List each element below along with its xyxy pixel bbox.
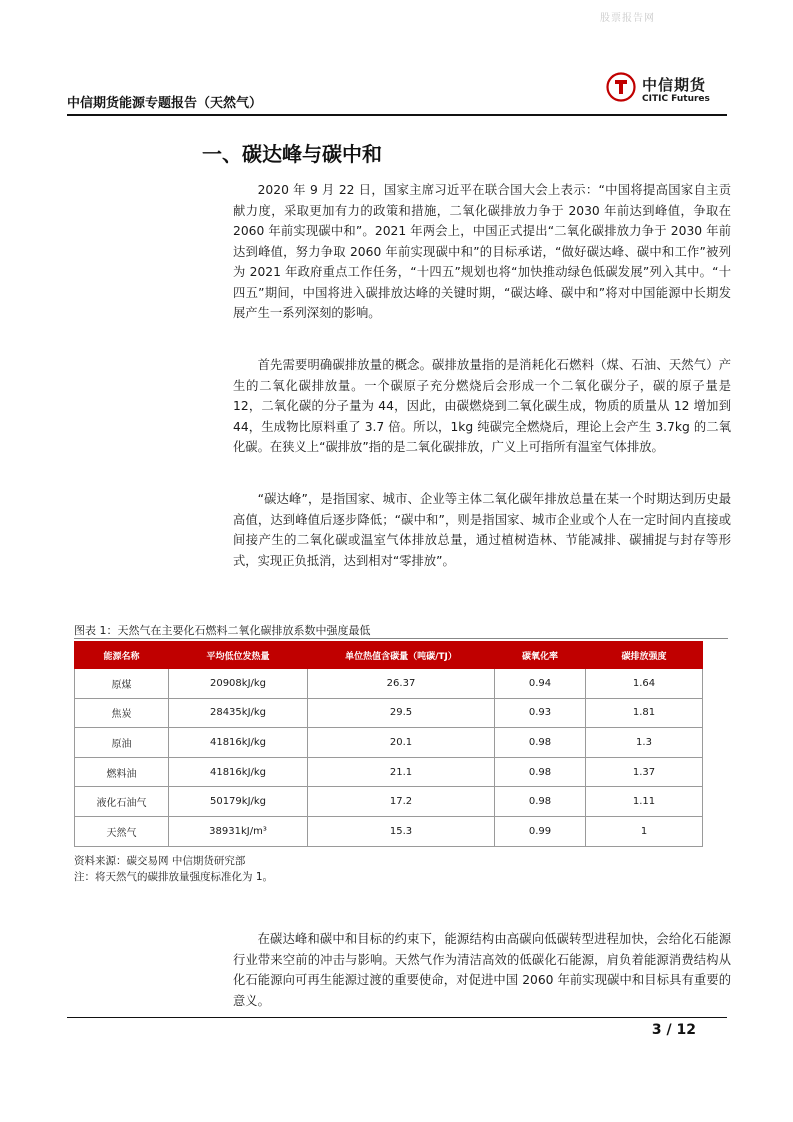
- table-row: [75, 698, 703, 728]
- figure-caption-rule: [74, 638, 728, 639]
- figure-source: 资料来源：碳交易网 中信期货研究部: [74, 855, 246, 867]
- emission-intensity-cell: 1.37: [586, 757, 703, 787]
- citic-logo-icon: [606, 72, 636, 102]
- oxidation-rate-cell: 0.98: [495, 757, 586, 787]
- citic-futures-logo: [606, 72, 726, 112]
- header-divider: [67, 114, 727, 116]
- carbon-content-cell: 21.1: [308, 757, 495, 787]
- table-row: [75, 787, 703, 817]
- heating-value-cell: 38931kJ/m³: [169, 816, 308, 846]
- oxidation-rate-cell: 0.93: [495, 698, 586, 728]
- emission-intensity-cell: 1.11: [586, 787, 703, 817]
- emission-factor-table: [74, 641, 703, 847]
- figure-note: 注：将天然气的碳排放量强度标准化为 1。: [74, 871, 274, 883]
- carbon-content-cell: 26.37: [308, 669, 495, 699]
- table-header-row: [75, 642, 703, 669]
- page-number: 3 / 12: [651, 1022, 696, 1038]
- column-header: 单位热值含碳量（吨碳/TJ）: [308, 642, 495, 669]
- watermark-text: 股票报告网: [600, 13, 655, 24]
- column-header: 平均低位发热量: [169, 642, 308, 669]
- heating-value-cell: 20908kJ/kg: [169, 669, 308, 699]
- oxidation-rate-cell: 0.94: [495, 669, 586, 699]
- oxidation-rate-cell: 0.99: [495, 816, 586, 846]
- paragraph-carbon-commitment: 2020 年 9 月 22 日，国家主席习近平在联合国大会上表示：“中国将提高国家自主贡献力度，采取更加有力的政策和措施，二氧化碳排放力争于 2030 年前达到峰值，争取在 2060 年前实现碳中和”。2021 年两会上，中国正式提出“二氧化碳排放力争于 2030 年前达到峰值，努力争取 2060 年前实现碳中和”的目标承诺，“做好碳达峰、碳中和工作”被列为 2021 年政府重点工作任务，“十四五”规划也将“加快推动绿色低碳发展”列入其中。“十四五”期间，中国将进入碳排放达峰的关键时期，“碳达峰、碳中和”将对中国能源中长期发展产生一系列深刻的影响。: [233, 183, 731, 320]
- column-header: 能源名称: [75, 642, 169, 669]
- heating-value-cell: 41816kJ/kg: [169, 757, 308, 787]
- energy-name-cell: 焦炭: [75, 698, 169, 728]
- table-row: [75, 757, 703, 787]
- column-header: 碳氧化率: [495, 642, 586, 669]
- paragraph-peak-neutral-definition: “碳达峰”，是指国家、城市、企业等主体二氧化碳年排放总量在某一个时期达到历史最高值，达到峰值后逐步降低；“碳中和”，则是指国家、城市企业或个人在一定时间内直接或间接产生的二氧化碳或温室气体排放总量，通过植树造林、节能减排、碳捕捉与封存等形式，实现正负抵消，达到相对“零排放”。: [233, 492, 731, 568]
- heating-value-cell: 50179kJ/kg: [169, 787, 308, 817]
- carbon-content-cell: 20.1: [308, 728, 495, 758]
- heating-value-cell: 41816kJ/kg: [169, 728, 308, 758]
- figure-caption: 图表 1：天然气在主要化石燃料二氧化碳排放系数中强度最低: [74, 624, 371, 637]
- logo-english-text: CITIC Futures: [642, 94, 710, 104]
- carbon-content-cell: 17.2: [308, 787, 495, 817]
- section-heading: 一、碳达峰与碳中和: [202, 142, 382, 166]
- oxidation-rate-cell: 0.98: [495, 787, 586, 817]
- carbon-content-cell: 29.5: [308, 698, 495, 728]
- table-row: [75, 669, 703, 699]
- logo-chinese-text: 中信期货: [642, 76, 707, 94]
- paragraph-emission-concept: 首先需要明确碳排放量的概念。碳排放量指的是消耗化石燃料（煤、石油、天然气）产生的二氧化碳排放量。一个碳原子充分燃烧后会形成一个二氧化碳分子，碳的原子量是 12，二氧化碳的分子量为 44，因此，由碳燃烧到二氧化碳生成，物质的质量从 12 增加到 44，生成物比原料重了 3.7 倍。所以，1kg 纯碳完全燃烧后，理论上会产生 3.7kg 的二氧化碳。在狭义上“碳排放”指的是二氧化碳排放，广义上可指所有温室气体排放。: [233, 358, 731, 454]
- footer-divider: [67, 1017, 727, 1018]
- paragraph-natural-gas-role: 在碳达峰和碳中和目标的约束下，能源结构由高碳向低碳转型进程加快，会给化石能源行业带来空前的冲击与影响。天然气作为清洁高效的低碳化石能源，肩负着能源消费结构从化石能源向可再生能源过渡的重要使命，对促进中国 2060 年前实现碳中和目标具有重要的意义。: [233, 932, 731, 1008]
- energy-name-cell: 燃料油: [75, 757, 169, 787]
- table-row: [75, 816, 703, 846]
- energy-name-cell: 原煤: [75, 669, 169, 699]
- emission-intensity-cell: 1: [586, 816, 703, 846]
- energy-name-cell: 原油: [75, 728, 169, 758]
- emission-intensity-cell: 1.64: [586, 669, 703, 699]
- emission-intensity-cell: 1.3: [586, 728, 703, 758]
- column-header: 碳排放强度: [586, 642, 703, 669]
- emission-intensity-cell: 1.81: [586, 698, 703, 728]
- heating-value-cell: 28435kJ/kg: [169, 698, 308, 728]
- table-row: [75, 728, 703, 758]
- oxidation-rate-cell: 0.98: [495, 728, 586, 758]
- report-title: 中信期货能源专题报告（天然气）: [67, 96, 263, 111]
- energy-name-cell: 液化石油气: [75, 787, 169, 817]
- energy-name-cell: 天然气: [75, 816, 169, 846]
- carbon-content-cell: 15.3: [308, 816, 495, 846]
